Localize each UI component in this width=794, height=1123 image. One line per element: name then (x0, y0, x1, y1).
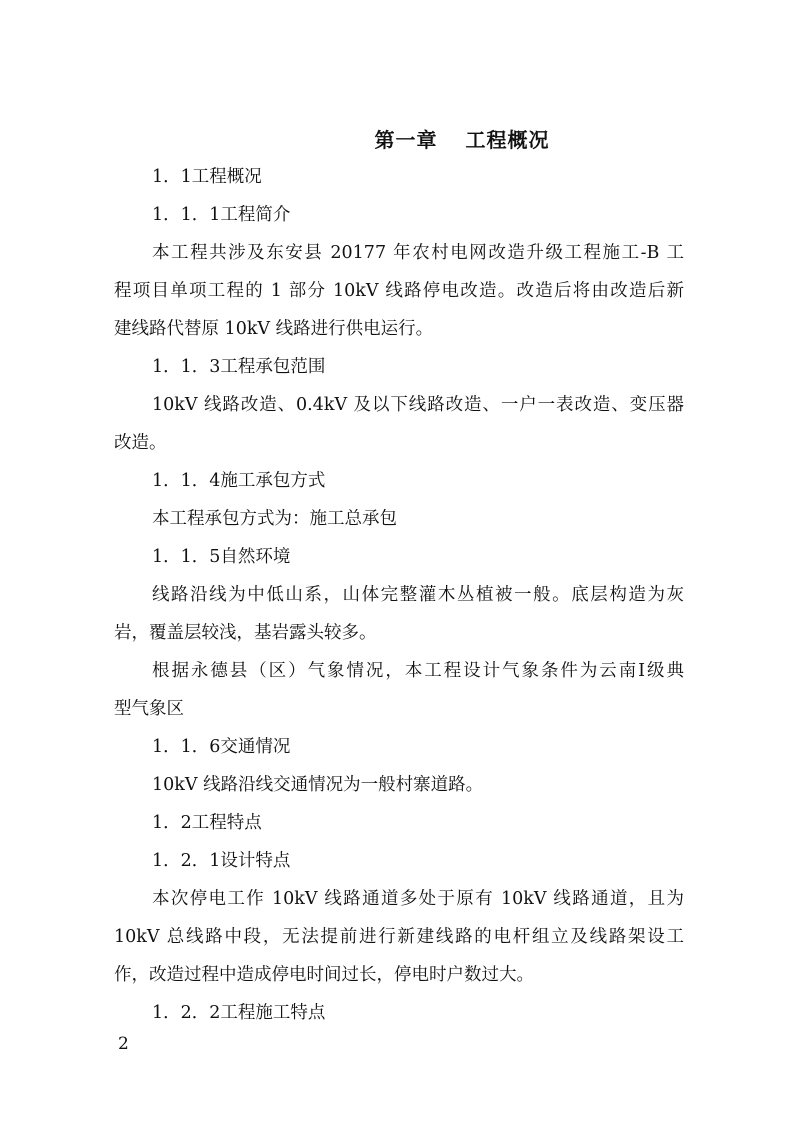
paragraph-line: 本工程承包方式为：施工总承包 (152, 509, 397, 529)
paragraph-line: 型气象区 (114, 699, 184, 719)
paragraph-line: 程项目单项工程的 1 部分 10kV 线路停电改造。改造后将由改造后新 (114, 281, 684, 301)
chapter-number: 第一章 (374, 128, 438, 152)
paragraph-line: 建线路代替原 10kV 线路进行供电运行。 (114, 319, 434, 339)
section-heading-1-2-1: 1．2．1设计特点 (152, 851, 291, 871)
chapter-title (0, 124, 794, 153)
paragraph-line: 本工程共涉及东安县 20177 年农村电网改造升级工程施工-B 工 (152, 243, 684, 263)
paragraph-line: 根据永德县（区）气象情况，本工程设计气象条件为云南Ⅰ级典 (152, 661, 684, 681)
section-heading-1-2: 1．2工程特点 (152, 813, 262, 833)
paragraph-line: 10kV 线路改造、0.4kV 及以下线路改造、一户一表改造、变压器 (152, 395, 684, 415)
section-heading-1-1: 1．1工程概况 (152, 167, 262, 187)
section-heading-1-1-1: 1．1．1工程简介 (152, 205, 291, 225)
paragraph-line: 本次停电工作 10kV 线路通道多处于原有 10kV 线路通道，且为 (152, 889, 684, 909)
section-heading-1-2-2: 1．2．2工程施工特点 (152, 1003, 326, 1023)
paragraph-line: 线路沿线为中低山系，山体完整灌木丛植被一般。底层构造为灰 (152, 585, 684, 605)
paragraph-line: 作，改造过程中造成停电时间过长，停电时户数过大。 (114, 965, 534, 985)
chapter-name: 工程概况 (465, 128, 550, 152)
page-number: 2 (118, 1034, 129, 1054)
section-heading-1-1-3: 1．1．3工程承包范围 (152, 357, 326, 377)
paragraph-line: 10kV 总线路中段，无法提前进行新建线路的电杆组立及线路架设工 (114, 927, 684, 947)
section-heading-1-1-6: 1．1．6交通情况 (152, 737, 291, 757)
paragraph-line: 10kV 线路沿线交通情况为一般村寨道路。 (152, 775, 484, 795)
paragraph-line: 改造。 (114, 433, 167, 453)
section-heading-1-1-4: 1．1．4施工承包方式 (152, 471, 326, 491)
paragraph-line: 岩，覆盖层较浅，基岩露头较多。 (114, 623, 377, 643)
section-heading-1-1-5: 1．1．5自然环境 (152, 547, 291, 567)
